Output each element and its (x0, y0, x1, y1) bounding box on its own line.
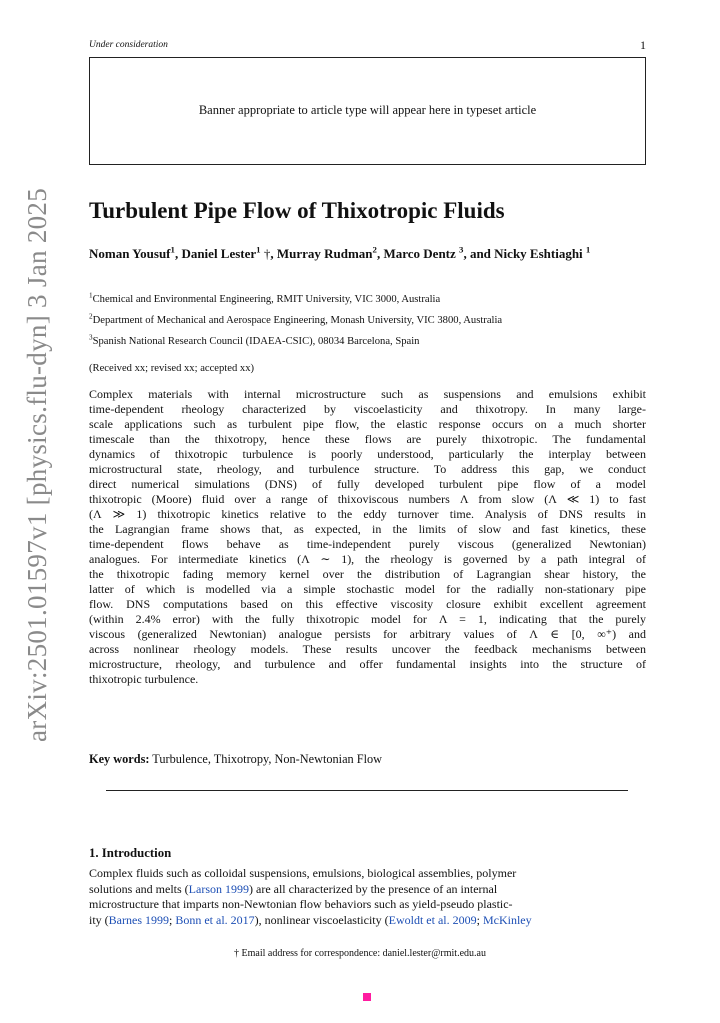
intro-line: microstructure that imparts non-Newtonian flow behaviors such as yield-pseudo plastic- (89, 897, 513, 911)
author-affil-sup: 1 (256, 244, 261, 255)
author-affil-sup: 1 (170, 244, 175, 255)
abstract-line: timescale than the thixotropy, hence these flows are purely thixotropic. The fundamental (89, 432, 646, 446)
author-name: Marco Dentz (383, 246, 460, 261)
author-name: Daniel Lester (181, 246, 257, 261)
author-separator: , (376, 246, 384, 261)
correspondence-footnote: † Email address for correspondence: daniel.lester@rmit.edu.au (234, 948, 486, 959)
abstract-line: microstructural state, rheology, and turbulence structure. To address this gap, we conduct (89, 462, 646, 476)
author-affil-sup: 2 (372, 244, 377, 255)
abstract-line: dynamics of thixotropic turbulence is poorly understood, particularly the interplay between (89, 447, 646, 461)
keywords-label: Key words: (89, 752, 150, 766)
abstract-line: across nonlinear rheology models. These results uncover the feedback mechanisms between (89, 642, 646, 656)
intro-text: solutions and melts ( (89, 881, 189, 896)
citation-link-barnes[interactable]: Barnes 1999 (108, 912, 169, 927)
keywords-value: Turbulence, Thixotropy, Non-Newtonian Flow (149, 752, 383, 766)
running-head: Under consideration (89, 40, 168, 50)
banner-text: Banner appropriate to article type will appear here in typeset article (198, 103, 537, 117)
abstract-line: (within 2.4% error) with the fully thixotropic model for Λ = 1, indicating that the purely (89, 612, 646, 626)
abstract-line: microstructure, rheology, and turbulence and offer fundamental insights into the structure of (89, 657, 646, 671)
citation-link-mckinley[interactable]: McKinley (482, 912, 532, 927)
affiliation-3 (89, 333, 420, 347)
abstract-line: (Λ ≫ 1) thixotropic kinetics relative to the eddy turnover time. Analysis of DNS results in (89, 507, 646, 521)
citation-separator: ; (169, 912, 176, 927)
affiliation-num: 3 (89, 333, 93, 342)
received-dates: (Received xx; revised xx; accepted xx) (89, 363, 255, 374)
abstract-line: time-dependent flows behave as time-independent purely viscous (generalized Newtonian) (89, 537, 646, 551)
citation-link-ewoldt[interactable]: Ewoldt et al. 2009 (388, 912, 477, 927)
author-name: Noman Yousuf (89, 246, 171, 261)
intro-text: ity ( (89, 912, 109, 927)
keywords (89, 752, 382, 767)
author-separator: , and (463, 246, 495, 261)
banner-box (89, 57, 646, 165)
introduction-text (89, 866, 646, 928)
dagger-mark: † (260, 246, 271, 261)
section-heading-introduction: 1. Introduction (89, 846, 172, 860)
affiliation-2 (89, 312, 503, 326)
affiliation-text: Chemical and Environmental Engineering, RMIT University, VIC 3000, Australia (92, 294, 441, 305)
intro-text: ), nonlinear viscoelasticity ( (254, 912, 389, 927)
abstract-line: the thixotropic fading memory kernel over the distribution of Lagrangian shear history, the (89, 567, 646, 581)
affiliation-text: Spanish National Research Council (IDAEA-CSIC), 08034 Barcelona, Spain (92, 336, 420, 347)
abstract (89, 387, 646, 687)
page-number: 1 (640, 38, 646, 52)
affiliation-num: 1 (89, 291, 93, 300)
abstract-line: scale applications such as turbulent pipe flow, the elastic response occurs on a much shorter (89, 417, 646, 431)
abstract-line: direct numerical simulations (DNS) of fully developed turbulent pipe flow of a model (89, 477, 646, 491)
intro-line: Complex fluids such as colloidal suspensions, emulsions, biological assemblies, polymer (89, 866, 517, 880)
abstract-line: viscous (generalized Newtonian) analogue persists for arbitrary values of Λ ∈ [0, ∞⁺) and (89, 627, 646, 641)
section-divider (106, 790, 628, 791)
author-list (89, 246, 649, 262)
citation-separator: ; (476, 912, 483, 927)
intro-text: ) are all characterized by the presence of an internal (249, 881, 498, 896)
abstract-line: the Lagrangian frame shows that, as expected, in the limits of slow and fast kinetics, these (89, 522, 646, 536)
page-marker (363, 993, 371, 1001)
abstract-line: latter of which is modelled via a simple stochastic model for the radially non-stationary pipe (89, 582, 646, 596)
abstract-line: flow. DNS computations based on this effective viscosity closure exhibit excellent agreement (89, 597, 646, 611)
abstract-line: time-dependent rheology characterized by viscoelasticity and thixotropy. In many large- (89, 402, 646, 416)
author-affil-sup: 3 (459, 244, 464, 255)
author-separator: , (174, 246, 182, 261)
affiliation-num: 2 (89, 312, 93, 321)
abstract-line: analogues. For intermediate kinetics (Λ ∼ 1), the rheology is governed by a path integral of (89, 552, 646, 566)
citation-link-larson[interactable]: Larson 1999 (188, 881, 249, 896)
arxiv-stamp: arXiv:2501.01597v1 [physics.flu-dyn] 3 Jan 2025 (22, 187, 52, 742)
affiliation-1 (89, 291, 441, 305)
citation-link-bonn[interactable]: Bonn et al. 2017 (175, 912, 255, 927)
paper-title: Turbulent Pipe Flow of Thixotropic Fluids (89, 198, 505, 223)
abstract-line: Complex materials with internal microstructure such as suspensions and emulsions exhibit (89, 387, 646, 401)
abstract-line: thixotropic turbulence. (89, 672, 199, 686)
affiliation-text: Department of Mechanical and Aerospace Engineering, Monash University, VIC 3800, Australia (92, 315, 503, 326)
author-name: Nicky Eshtiaghi (494, 246, 586, 261)
author-separator: , (270, 246, 277, 261)
author-name: Murray Rudman (276, 246, 373, 261)
abstract-line: thixotropic (Moore) fluid over a range of thixoviscous numbers Λ from slow (Λ ≪ 1) to fast (89, 492, 646, 506)
author-affil-sup: 1 (585, 244, 591, 255)
